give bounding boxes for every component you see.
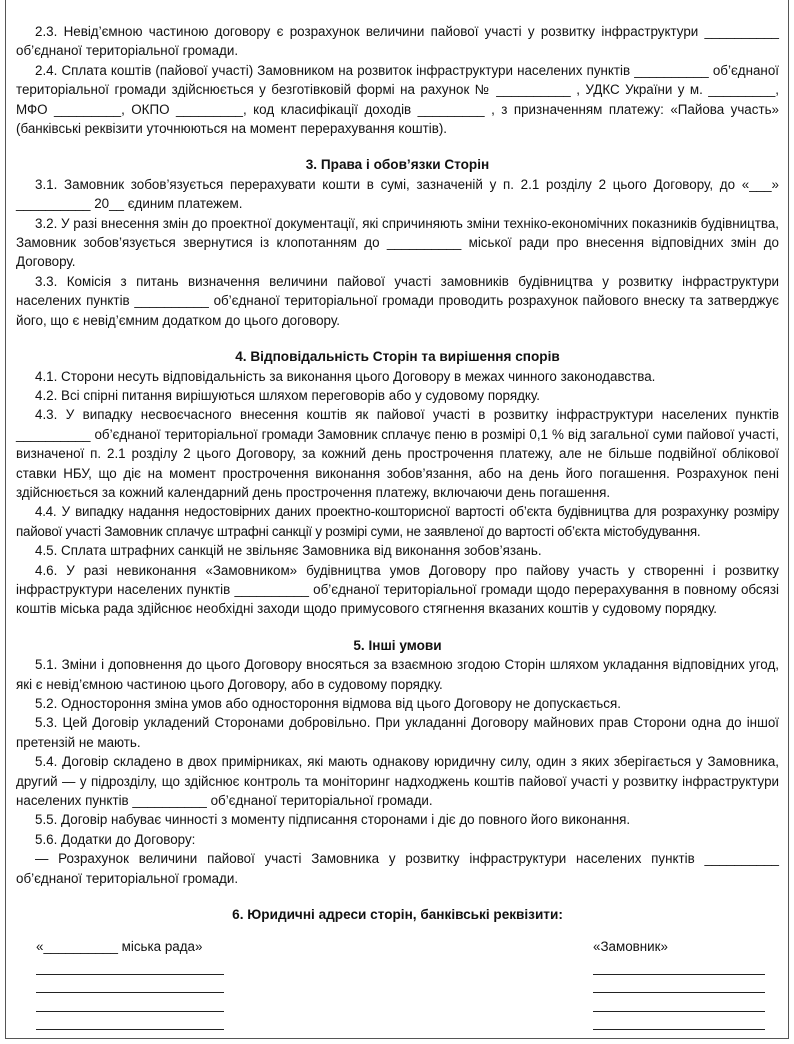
clause-5-6: 5.6. Додатки до Договору: xyxy=(35,831,196,847)
clause-2-3: 2.3. Невід’ємною частиною договору є розрахунок величини пайової участі у розвитку інфраструктури __________ об’єднаної територіальної громади. xyxy=(16,24,779,59)
clause-5-3: 5.3. Цей Договір укладений Сторонами добровільно. При укладанні Договору майнових прав Сторони одна до іншої претензій не мають. xyxy=(16,715,779,750)
signature-line xyxy=(36,975,224,994)
city-council-signature xyxy=(36,937,256,1030)
clause-4-5: 4.5. Сплата штрафних санкцій не звільняє Замовника від виконання зобов’язань. xyxy=(35,543,542,559)
clause-4-4: 4.4. У випадку надання недостовірних даних проектно-кошторисної вартості об’єкта будівництва для розрахунку розміру пайової участі Замовник сплачує штрафні санкції у розмірі суми, не заявленої до вартості об’єкта містобудування. xyxy=(16,504,779,539)
clause-4-1: 4.1. Сторони несуть відповідальність за виконання цього Договору в межах чинного законодавства. xyxy=(35,368,656,384)
signature-line xyxy=(593,993,765,1012)
signature-line xyxy=(593,956,765,975)
clause-5-4: 5.4. Договір складено в двох примірниках, які мають однакову юридичну силу, один з яких зберігається у Замовника, другий — у підрозділу, що здійснює контроль та моніторинг надходжень коштів пайової участі у розвитку інфраструктури населених пунктів __________ об’єднаної територіальної громади. xyxy=(16,754,779,809)
signature-line xyxy=(593,975,765,994)
clause-3-3: 3.3. Комісія з питань визначення величини пайової участі замовників будівництва у розвитку інфраструктури населених пунктів __________ об’єднаної територіальної громади проводить розрахунок пайового внеску та затверджує його, що є невід’ємним додатком до цього договору. xyxy=(16,273,779,328)
signature-line xyxy=(36,1012,224,1031)
signature-block xyxy=(16,937,779,1037)
clause-5-5: 5.5. Договір набуває чинності з моменту підписання сторонами і діє до повного його виконання. xyxy=(35,812,631,828)
signature-line xyxy=(36,956,224,975)
contract-body xyxy=(16,22,779,924)
clause-4-2: 4.2. Всі спірні питання вирішуються шляхом переговорів або у судовому порядку. xyxy=(35,387,540,403)
section-4-title: 4. Відповідальність Сторін та вирішення спорів xyxy=(235,349,560,365)
clause-5-6-item: — Розрахунок величини пайової участі Замовника у розвитку інфраструктури населених пунктів __________ об’єднаної територіальної громади. xyxy=(16,851,779,886)
section-6-title: 6. Юридичні адреси сторін, банківські реквізити: xyxy=(232,907,563,923)
clause-5-2: 5.2. Одностороння зміна умов або одностороння відмова від цього Договору не допускається. xyxy=(35,696,621,711)
city-council-label: «__________ міська рада» xyxy=(36,939,203,954)
section-3-title: 3. Права і обов’язки Сторін xyxy=(305,157,490,173)
clause-3-2: 3.2. У разі внесення змін до проектної документації, які спричиняють зміни техніко-економічних показників будівництва, Замовник зобов’язується звернутися із клопотанням до __________ міської ради про внесення відповідних змін до Договору. xyxy=(16,215,780,270)
clause-4-3: 4.3. У випадку несвоєчасного внесення коштів як пайової участі в розвитку інфраструктури населених пунктів __________ об’єднаної територіальної громади Замовник сплачує пеню в розмірі 0,1 % від загальної суми пайової участі, визначеної п. 2.1 розділу 2 цього Договору, за кожний день прострочення платежу, але не більше подвійної облікової ставки НБУ, що діє на момент прострочення виконання зобов’язання, або на день його погашення. Розрахунок пені здійснюється за кожний календарний день прострочення платежу, включаючи день погашення. xyxy=(16,407,779,500)
signature-line xyxy=(36,993,224,1012)
customer-label: «Замовник» xyxy=(593,939,668,954)
clause-5-1: 5.1. Зміни і доповнення до цього Договору вносяться за взаємною згодою Сторін шляхом укладання відповідних угод, які є невід’ємною частиною цього Договору, або в судовому порядку. xyxy=(16,657,779,692)
section-5-title: 5. Інші умови xyxy=(353,637,442,653)
clause-4-6: 4.6. У разі невиконання «Замовником» будівництва умов Договору про пайову участь у створенні і розвитку інфраструктури населених пунктів __________ об’єднаної територіальної громади щодо перерахування в повному обсязі коштів міська рада здійснює необхідні заходи щодо примусового стягнення вказаних коштів у судовому порядку. xyxy=(16,562,779,617)
customer-signature xyxy=(593,937,783,1030)
clause-2-4: 2.4. Сплата коштів (пайової участі) Замовником на розвиток інфраструктури населених пунктів __________ об’єднаної територіальної громади здійснюється у безготівковій формі на рахунок № __________ , УДКС України у м. _________, МФО _________, ОКПО _________, код класифікації доходів _________ , з призначенням платежу: «Пайова участь» (банківські реквізити уточнюються на момент перерахування коштів). xyxy=(16,62,779,137)
signature-line xyxy=(593,1012,765,1031)
clause-3-1: 3.1. Замовник зобов’язується перерахувати кошти в сумі, зазначеній у п. 2.1 розділу 2 цього Договору, до «___» __________ 20__ єдиним платежем. xyxy=(16,176,779,212)
